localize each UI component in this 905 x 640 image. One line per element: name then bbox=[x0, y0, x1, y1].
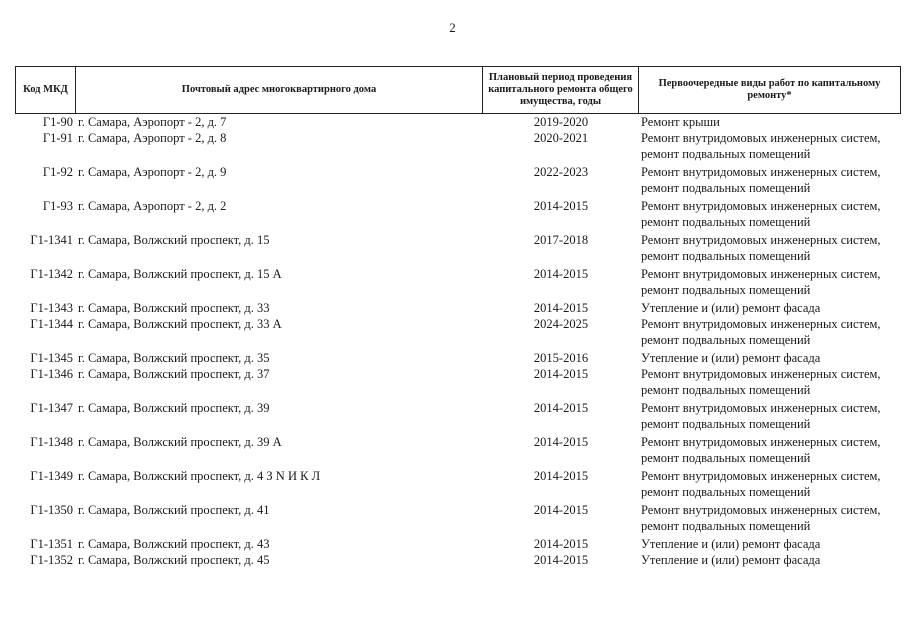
cell-work bbox=[641, 300, 903, 316]
work-line: Ремонт внутридомовых инженерных систем, bbox=[641, 317, 881, 331]
work-line: Ремонт внутридомовых инженерных систем, bbox=[641, 435, 881, 449]
work-line: Ремонт внутридомовых инженерных систем, bbox=[641, 401, 881, 415]
work-line: Утепление и (или) ремонт фасада bbox=[641, 553, 821, 567]
cell-work bbox=[641, 316, 903, 348]
work-line: ремонт подвальных помещений bbox=[641, 383, 811, 397]
cell-work bbox=[641, 536, 903, 552]
cell-period: 2014-2015 bbox=[533, 435, 589, 449]
work-line: Ремонт внутридомовых инженерных систем, bbox=[641, 199, 881, 213]
cell-code: Г1-92 bbox=[42, 165, 73, 179]
work-line: Ремонт внутридомовых инженерных систем, bbox=[641, 131, 881, 145]
cell-work bbox=[641, 350, 903, 366]
cell-address: г. Самара, Волжский проспект, д. 39 bbox=[78, 401, 270, 415]
header-period: Плановый период проведения капитального ремонта общего имущества, годы bbox=[483, 67, 639, 114]
cell-work bbox=[641, 502, 903, 534]
work-line: ремонт подвальных помещений bbox=[641, 249, 811, 263]
cell-work bbox=[641, 164, 903, 196]
cell-period: 2020-2021 bbox=[533, 131, 589, 145]
work-line: Ремонт внутридомовых инженерных систем, bbox=[641, 367, 881, 381]
cell-code: Г1-91 bbox=[42, 131, 73, 145]
cell-code: Г1-90 bbox=[42, 115, 73, 129]
header-code: Код МКД bbox=[16, 67, 76, 114]
cell-code: Г1-1345 bbox=[30, 351, 73, 365]
work-line: ремонт подвальных помещений bbox=[641, 417, 811, 431]
work-line: Ремонт внутридомовых инженерных систем, bbox=[641, 165, 881, 179]
cell-address: г. Самара, Аэропорт - 2, д. 8 bbox=[78, 131, 227, 145]
cell-period: 2014-2015 bbox=[533, 367, 589, 381]
cell-address: г. Самара, Волжский проспект, д. 4 З N И К Л bbox=[78, 469, 321, 483]
cell-address: г. Самара, Аэропорт - 2, д. 7 bbox=[78, 115, 227, 129]
cell-period: 2024-2025 bbox=[533, 317, 589, 331]
cell-code: Г1-1349 bbox=[30, 469, 73, 483]
header-address: Почтовый адрес многоквартирного дома bbox=[76, 67, 483, 114]
cell-code: Г1-1342 bbox=[30, 267, 73, 281]
cell-period: 2014-2015 bbox=[533, 401, 589, 415]
cell-period: 2017-2018 bbox=[533, 233, 589, 247]
cell-period: 2022-2023 bbox=[533, 165, 589, 179]
cell-work bbox=[641, 366, 903, 398]
work-line: ремонт подвальных помещений bbox=[641, 485, 811, 499]
page-number: 2 bbox=[449, 20, 456, 35]
cell-code: Г1-1341 bbox=[30, 233, 73, 247]
work-line: ремонт подвальных помещений bbox=[641, 519, 811, 533]
work-line: ремонт подвальных помещений bbox=[641, 215, 811, 229]
cell-code: Г1-1352 bbox=[30, 553, 73, 567]
cell-code: Г1-1347 bbox=[30, 401, 73, 415]
cell-address: г. Самара, Волжский проспект, д. 15 bbox=[78, 233, 270, 247]
cell-work bbox=[641, 114, 903, 130]
cell-code: Г1-1350 bbox=[30, 503, 73, 517]
cell-code: Г1-1344 bbox=[30, 317, 73, 331]
work-line: Ремонт крыши bbox=[641, 115, 720, 129]
cell-work bbox=[641, 232, 903, 264]
cell-period: 2014-2015 bbox=[533, 469, 589, 483]
header-work: Первоочередные виды работ по капитальному ремонту* bbox=[639, 67, 901, 114]
cell-work bbox=[641, 198, 903, 230]
work-line: ремонт подвальных помещений bbox=[641, 283, 811, 297]
cell-address: г. Самара, Волжский проспект, д. 37 bbox=[78, 367, 270, 381]
table-header bbox=[15, 66, 901, 114]
cell-code: Г1-1343 bbox=[30, 301, 73, 315]
work-line: Ремонт внутридомовых инженерных систем, bbox=[641, 267, 881, 281]
cell-code: Г1-93 bbox=[42, 199, 73, 213]
cell-code: Г1-1351 bbox=[30, 537, 73, 551]
cell-work bbox=[641, 130, 903, 162]
cell-address: г. Самара, Волжский проспект, д. 45 bbox=[78, 553, 270, 567]
cell-address: г. Самара, Волжский проспект, д. 15 А bbox=[78, 267, 282, 281]
cell-work bbox=[641, 400, 903, 432]
cell-period: 2019-2020 bbox=[533, 115, 589, 129]
cell-period: 2014-2015 bbox=[533, 503, 589, 517]
cell-period: 2014-2015 bbox=[533, 537, 589, 551]
work-line: Утепление и (или) ремонт фасада bbox=[641, 301, 821, 315]
cell-period: 2014-2015 bbox=[533, 267, 589, 281]
work-line: Ремонт внутридомовых инженерных систем, bbox=[641, 469, 881, 483]
cell-work bbox=[641, 266, 903, 298]
work-line: ремонт подвальных помещений bbox=[641, 147, 811, 161]
work-line: ремонт подвальных помещений bbox=[641, 333, 811, 347]
cell-code: Г1-1346 bbox=[30, 367, 73, 381]
cell-period: 2014-2015 bbox=[533, 553, 589, 567]
cell-address: г. Самара, Волжский проспект, д. 33 bbox=[78, 301, 270, 315]
cell-code: Г1-1348 bbox=[30, 435, 73, 449]
work-line: ремонт подвальных помещений bbox=[641, 451, 811, 465]
cell-address: г. Самара, Аэропорт - 2, д. 2 bbox=[78, 199, 227, 213]
work-line: Ремонт внутридомовых инженерных систем, bbox=[641, 503, 881, 517]
cell-address: г. Самара, Волжский проспект, д. 39 А bbox=[78, 435, 282, 449]
cell-address: г. Самара, Аэропорт - 2, д. 9 bbox=[78, 165, 227, 179]
cell-address: г. Самара, Волжский проспект, д. 33 А bbox=[78, 317, 282, 331]
cell-work bbox=[641, 434, 903, 466]
cell-work bbox=[641, 552, 903, 568]
cell-period: 2014-2015 bbox=[533, 301, 589, 315]
cell-address: г. Самара, Волжский проспект, д. 35 bbox=[78, 351, 270, 365]
work-line: Утепление и (или) ремонт фасада bbox=[641, 351, 821, 365]
cell-work bbox=[641, 468, 903, 500]
cell-period: 2015-2016 bbox=[533, 351, 589, 365]
cell-period: 2014-2015 bbox=[533, 199, 589, 213]
work-line: Ремонт внутридомовых инженерных систем, bbox=[641, 233, 881, 247]
cell-address: г. Самара, Волжский проспект, д. 43 bbox=[78, 537, 270, 551]
work-line: ремонт подвальных помещений bbox=[641, 181, 811, 195]
cell-address: г. Самара, Волжский проспект, д. 41 bbox=[78, 503, 270, 517]
work-line: Утепление и (или) ремонт фасада bbox=[641, 537, 821, 551]
